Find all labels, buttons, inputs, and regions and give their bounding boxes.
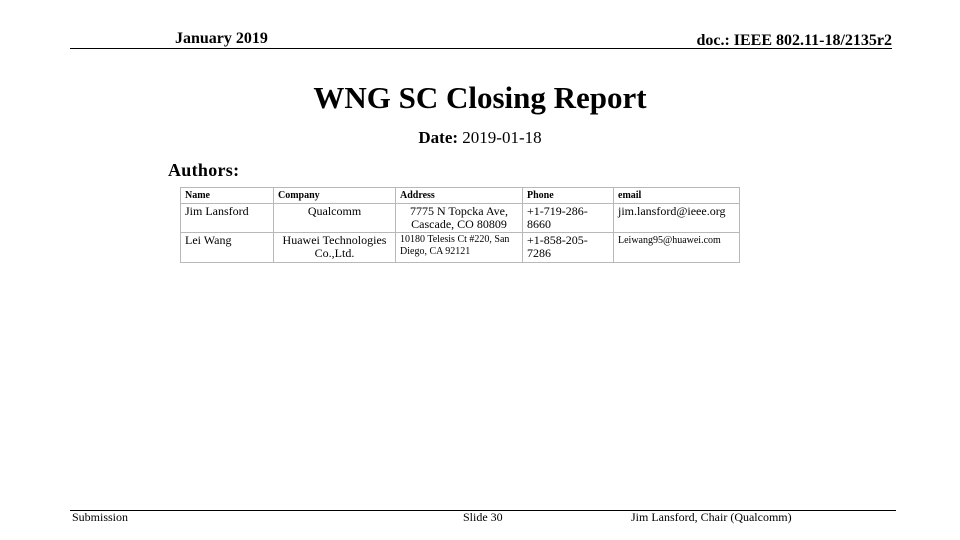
footer-author: Jim Lansford, Chair (Qualcomm) — [631, 510, 792, 524]
authors-label: Authors: — [168, 160, 240, 180]
column-header-address: Address — [396, 188, 523, 204]
author-email: Leiwang95@huawei.com — [614, 233, 740, 263]
author-name: Lei Wang — [181, 233, 274, 263]
date-label: Date: — [418, 128, 459, 147]
column-header-email: email — [614, 188, 740, 204]
author-company: Huawei Technologies Co.,Ltd. — [274, 233, 396, 263]
author-phone: +1-719-286-8660 — [523, 204, 614, 233]
authors-table — [180, 187, 740, 263]
date-line — [0, 128, 960, 148]
author-address: 7775 N Topcka Ave, Cascade, CO 80809 — [396, 204, 523, 233]
column-header-company: Company — [274, 188, 396, 204]
date-value: 2019-01-18 — [462, 128, 542, 147]
column-header-name: Name — [181, 188, 274, 204]
table-header-row — [181, 188, 740, 204]
header-date: January 2019 — [175, 30, 268, 47]
author-company: Qualcomm — [274, 204, 396, 233]
author-name: Jim Lansford — [181, 204, 274, 233]
slide-title: WNG SC Closing Report — [313, 80, 647, 115]
author-email: jim.lansford@ieee.org — [614, 204, 740, 233]
footer-slide-number: Slide 30 — [463, 510, 503, 524]
header-rule — [70, 48, 892, 49]
author-phone: +1-858-205-7286 — [523, 233, 614, 263]
header-doc-id: doc.: IEEE 802.11-18/2135r2 — [696, 32, 892, 49]
author-address: 10180 Telesis Ct #220, San Diego, CA 92121 — [396, 233, 523, 263]
column-header-phone: Phone — [523, 188, 614, 204]
table-row — [181, 233, 740, 263]
table-row — [181, 204, 740, 233]
footer-submission: Submission — [72, 510, 129, 524]
